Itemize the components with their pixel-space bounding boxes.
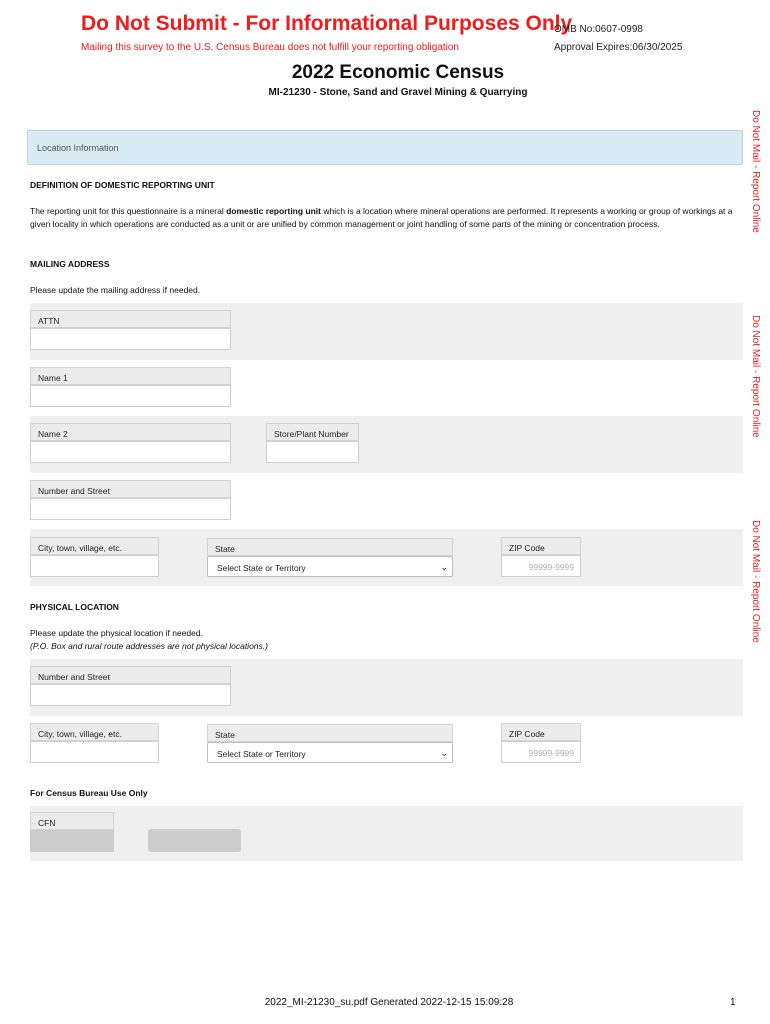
street-label: Number and Street (30, 480, 231, 498)
zip-input[interactable]: 99999-9999 (501, 555, 581, 577)
physical-state-label: State (207, 724, 453, 742)
street-input[interactable] (30, 498, 231, 520)
name2-label: Name 2 (30, 423, 231, 441)
side-note: Do Not Mail - Report Online (750, 520, 761, 643)
name2-input[interactable] (30, 441, 231, 463)
cfn-band (30, 806, 743, 861)
location-info-bar (27, 130, 743, 165)
physical-zip-label: ZIP Code (501, 723, 581, 741)
cfn-secondary-field (148, 829, 241, 852)
mailing-instruction: Please update the mailing address if needed. (30, 285, 201, 295)
state-label: State (207, 538, 453, 556)
physical-state-select-value: Select State or Territory (217, 749, 306, 759)
approval-expiry: Approval Expires:06/30/2025 (554, 42, 683, 53)
physical-note: (P.O. Box and rural route addresses are not physical locations.) (30, 641, 268, 651)
physical-street-label: Number and Street (30, 666, 231, 684)
page-number: 1 (730, 997, 736, 1008)
store-plant-label: Store/Plant Number (266, 423, 359, 441)
state-select-value: Select State or Territory (217, 563, 306, 573)
physical-state-select[interactable] (207, 742, 453, 763)
cfn-label: CFN (30, 812, 114, 830)
city-label: City, town, village, etc. (30, 537, 159, 555)
side-note: Do Not Mail - Report Online (750, 110, 761, 233)
omb-number: OMB No:0607-0998 (554, 24, 643, 35)
name1-label: Name 1 (30, 367, 231, 385)
attn-label: ATTN (30, 310, 231, 328)
form-title: MI-21230 - Stone, Sand and Gravel Mining & Quarrying (268, 87, 528, 98)
definition-text: The reporting unit for this questionnaire is a mineral domestic reporting unit which is a location where mineral operations are performed. It represents a working or group of workings at a given locality in which operations are conducted as a unit or are unified by common management or joint handling of some parts of the mining or concentration process. (30, 206, 733, 229)
definition-heading: DEFINITION OF DOMESTIC REPORTING UNIT (30, 180, 215, 190)
footer-text: 2022_MI-21230_su.pdf Generated 2022-12-15 15:09:28 (264, 997, 514, 1008)
physical-zip-input[interactable]: 99999-9999 (501, 741, 581, 763)
physical-street-input[interactable] (30, 684, 231, 706)
census-title: 2022 Economic Census (291, 62, 505, 83)
physical-heading: PHYSICAL LOCATION (30, 602, 119, 612)
name1-input[interactable] (30, 385, 231, 407)
physical-instruction: Please update the physical location if needed. (30, 628, 203, 638)
cfn-field (30, 830, 114, 852)
store-plant-input[interactable] (266, 441, 359, 463)
mailing-heading: MAILING ADDRESS (30, 259, 110, 269)
zip-label: ZIP Code (501, 537, 581, 555)
banner-title: Do Not Submit - For Informational Purposes Only (81, 12, 573, 35)
state-select[interactable] (207, 556, 453, 577)
physical-city-input[interactable] (30, 741, 159, 763)
physical-city-label: City, town, village, etc. (30, 723, 159, 741)
side-note: Do Not Mail - Report Online (750, 315, 761, 438)
banner-subtitle: Mailing this survey to the U.S. Census Bureau does not fulfill your reporting obligation (81, 42, 459, 53)
city-input[interactable] (30, 555, 159, 577)
chevron-down-icon: ⌄ (440, 562, 448, 572)
census-use-heading: For Census Bureau Use Only (30, 788, 148, 798)
chevron-down-icon: ⌄ (440, 748, 448, 758)
attn-input[interactable] (30, 328, 231, 350)
location-info-label: Location Information (37, 143, 119, 153)
